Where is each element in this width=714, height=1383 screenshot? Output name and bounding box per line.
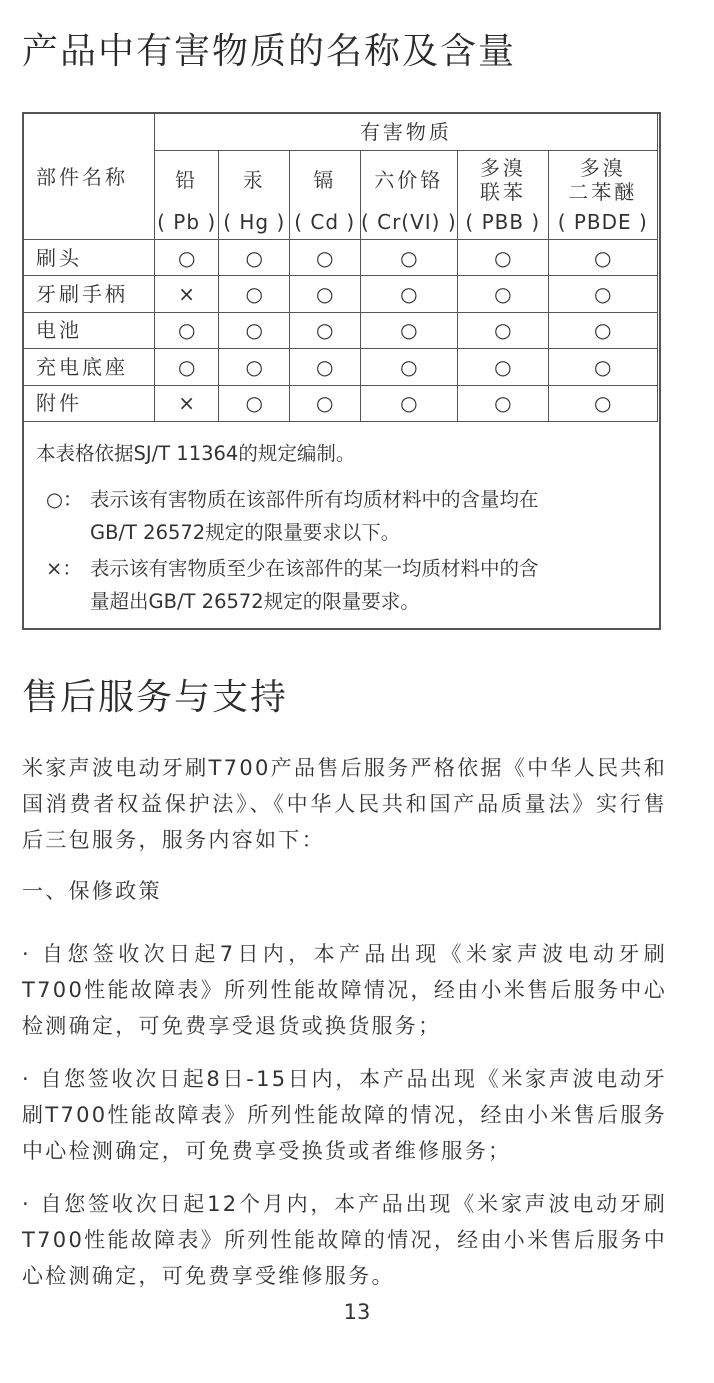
- substance-status-cell: ○: [360, 349, 458, 385]
- substance-status-cell: ○: [458, 240, 548, 276]
- substance-formula: ( Hg ): [223, 209, 286, 234]
- substance-name: 铅: [175, 167, 199, 192]
- substance-status-cell: ○: [219, 349, 290, 385]
- part-name-header: 部件名称: [24, 114, 155, 240]
- substance-header: [289, 150, 360, 239]
- substance-status-cell: ○: [458, 312, 548, 348]
- substance-name: 镉: [313, 167, 337, 192]
- hazardous-substances-table: [23, 113, 658, 422]
- substance-formula: ( Pb ): [157, 209, 217, 234]
- part-name-cell: 充电底座: [24, 349, 155, 385]
- substance-status-cell: ○: [219, 312, 290, 348]
- part-name-cell: 附件: [24, 385, 155, 421]
- table-row: [24, 349, 658, 385]
- substance-status-cell: ○: [360, 312, 458, 348]
- substance-formula: ( PBB ): [465, 209, 541, 234]
- substance-status-cell: ×: [154, 276, 219, 312]
- substance-status-cell: ○: [360, 385, 458, 421]
- substance-name: 多溴 联苯: [479, 155, 526, 204]
- part-name-cell: 牙刷手柄: [24, 276, 155, 312]
- substance-status-cell: ○: [458, 276, 548, 312]
- policy-item-12-months: · 自您签收次日起12个月内，本产品出现《米家声波电动牙刷T700性能故障表》所列性能故障的情况，经由小米售后服务中心检测确定，可免费享受维修服务。: [22, 1192, 667, 1288]
- substance-formula: ( Cr(VI) ): [360, 209, 457, 234]
- warranty-policy-heading: 一、保修政策: [22, 879, 162, 903]
- substance-name: 汞: [242, 167, 266, 192]
- substance-header: [360, 150, 458, 239]
- substance-status-cell: ○: [548, 312, 657, 348]
- table-row: [24, 276, 658, 312]
- table-row: [24, 240, 658, 276]
- substance-status-cell: ○: [548, 385, 657, 421]
- cross-legend: [46, 552, 646, 618]
- hazardous-substances-header: 有害物质: [154, 114, 657, 151]
- substance-status-cell: ○: [289, 385, 360, 421]
- after-sales-intro: 米家声波电动牙刷T700产品售后服务严格依据《中华人民共和国消费者权益保护法》、《中华人民共和国产品质量法》实行售后三包服务，服务内容如下：: [22, 756, 667, 852]
- substance-status-cell: ○: [289, 240, 360, 276]
- substance-status-cell: ○: [154, 349, 219, 385]
- policy-item-7-days: · 自您签收次日起7日内，本产品出现《米家声波电动牙刷T700性能故障表》所列性能故障情况，经由小米售后服务中心检测确定，可免费享受退货或换货服务；: [22, 942, 667, 1038]
- substance-header: [458, 150, 548, 239]
- cross-legend-line-1: 表示该有害物质至少在该部件的某一均质材料中的含: [90, 557, 539, 580]
- substance-status-cell: ○: [360, 240, 458, 276]
- hazardous-substances-title: 产品中有害物质的名称及含量: [22, 31, 517, 72]
- substance-status-cell: ×: [154, 385, 219, 421]
- table-notes: [24, 423, 661, 628]
- table-row: [24, 385, 658, 421]
- standard-basis-note: 本表格依据SJ/T 11364的规定编制。: [36, 442, 356, 465]
- substance-status-cell: ○: [458, 385, 548, 421]
- after-sales-title: 售后服务与支持: [22, 677, 289, 718]
- substance-status-cell: ○: [360, 276, 458, 312]
- substance-header: [548, 150, 657, 239]
- cross-legend-line-2: 量超出GB/T 26572规定的限量要求。: [90, 590, 420, 613]
- substance-status-cell: ○: [219, 276, 290, 312]
- substance-status-cell: ○: [219, 240, 290, 276]
- substance-status-cell: ○: [219, 385, 290, 421]
- substance-status-cell: ○: [548, 240, 657, 276]
- table-row: [24, 312, 658, 348]
- circle-legend-line-1: 表示该有害物质在该部件所有均质材料中的含量均在: [90, 488, 539, 511]
- substance-status-cell: ○: [154, 312, 219, 348]
- substance-status-cell: ○: [289, 276, 360, 312]
- cross-legend-mark: ×：: [46, 557, 82, 580]
- substance-status-cell: ○: [289, 349, 360, 385]
- substance-name: 多溴 二苯醚: [568, 155, 638, 204]
- part-name-cell: 刷头: [24, 240, 155, 276]
- hazardous-substances-table-box: [22, 112, 661, 630]
- substance-formula: ( Cd ): [294, 209, 356, 234]
- page-number: 13: [343, 1300, 371, 1324]
- circle-legend: [46, 483, 646, 549]
- substance-status-cell: ○: [548, 276, 657, 312]
- substance-header: [219, 150, 290, 239]
- substance-status-cell: ○: [154, 240, 219, 276]
- substance-name: 六价铬: [374, 167, 444, 192]
- policy-item-8-15-days: · 自您签收次日起8日-15日内，本产品出现《米家声波电动牙刷T700性能故障表》所列性能故障的情况，经由小米售后服务中心检测确定，可免费享受换货或者维修服务；: [22, 1067, 667, 1163]
- substance-status-cell: ○: [289, 312, 360, 348]
- substance-formula: ( PBDE ): [557, 209, 648, 234]
- substance-status-cell: ○: [458, 349, 548, 385]
- substance-status-cell: ○: [548, 349, 657, 385]
- circle-legend-mark: ○：: [46, 488, 83, 511]
- circle-legend-line-2: GB/T 26572规定的限量要求以下。: [90, 521, 401, 544]
- substance-header: [154, 150, 219, 239]
- part-name-cell: 电池: [24, 312, 155, 348]
